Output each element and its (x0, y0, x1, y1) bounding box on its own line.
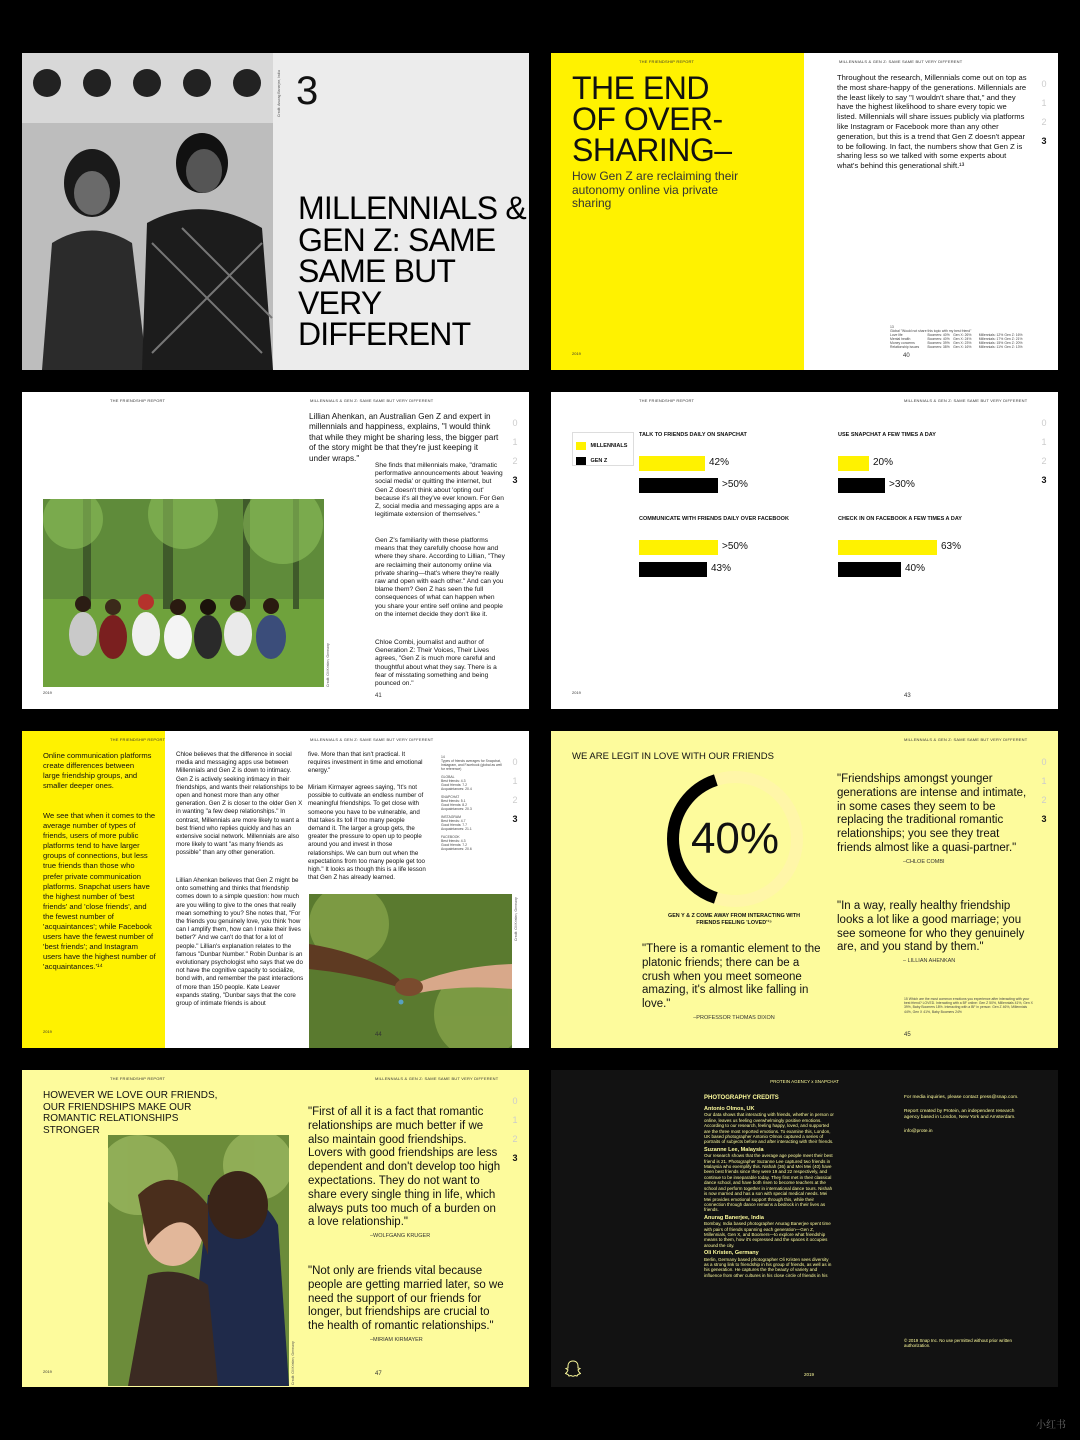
page-number: 47 (375, 1371, 382, 1377)
year: 2019 (572, 690, 581, 695)
column-1b: Lillian Ahenkan believes that Gen Z might be onto something and thinks that friendship comes down to a simple question: how much are you willing to give to the ones that really mean something to you? She notes that, "For the friends you genuinely love, you think 'how can I amplify them, how can I make their lives better?' And we can't do that for a lot of people." Lillian's explanation relates to the famous "Dunbar Number." Robin Dunbar is an evolutionary psychologist who says that we do not have the cognitive capacity to socialize, bond with, and remember the past interactions of more than 150 people. Kate Leaver expands stating, "Dunbar says that the core group of intimate friends is about (176, 877, 304, 1008)
spread-back-cover-credits (551, 1070, 1058, 1387)
legend-item-millennials: MILLENNIALS (576, 437, 627, 455)
credits-title: PHOTOGRAPHY CREDITS (704, 1095, 779, 1101)
running-head-left: THE FRIENDSHIP REPORT (639, 59, 695, 64)
bar-gen-z (838, 562, 901, 577)
photo-couple-embrace (108, 1135, 289, 1386)
section-heading: HOWEVER WE LOVE OUR FRIENDS, OUR FRIENDSHIPS MAKE OUR ROMANTIC RELATIONSHIPS STRONGER (43, 1090, 218, 1136)
intro-paragraph: Lillian Ahenkan, an Australian Gen Z and expert in millennials and happiness, explains, "I would think that while they might be sharing less, the bigger part of the story might be that they're just keeping it under wraps." (309, 412, 499, 463)
footnote-block: SNAPCHAT Best friends: 5.1 Good friends: 8.2 Acquaintances: 20.3 (441, 795, 472, 811)
subhead: How Gen Z are reclaiming their autonomy online via private sharing (572, 169, 739, 210)
chapter-number: 3 (296, 69, 319, 113)
paragraph-3: Chloe Combi, journalist and author of Generation Z: Their Voices, Their Lives agrees, "Gen Z is much more careful and thoughtful about what they say. There is a fear of misstating something and being pounced on." (375, 639, 497, 688)
section-ticks: 0 1 2 3 (512, 418, 518, 485)
column-2a: five. More than that isn't practical. It requires investment in time and emotional energy." (308, 751, 423, 775)
sidebar-lead: Online communication platforms create differences between large friendship groups, and smaller deeper ones. (43, 751, 152, 791)
chart-legend (572, 432, 634, 466)
donut-value: 40% (690, 814, 780, 863)
running-head-left: THE FRIENDSHIP REPORT (110, 398, 166, 403)
media-inquiries: For media inquiries, please contact press@snap.com. (904, 1095, 1019, 1100)
credit-text-olmos: Our data shows that interacting with friends, whether in person or online, leaves us feeling overwhelmingly positive emotions. According to our research, feeling happy, loved, and supported are the three most reported emotions. To examine this, London, UK based photographer Antonio Olmos captured a series of portraits of subjects before and after interacting with their friends. (704, 1112, 834, 1145)
spread-platform-charts (551, 392, 1058, 709)
headline: THE END OF OVER-SHARING– (572, 70, 732, 168)
bar-value-label: >30% (889, 479, 915, 490)
page-number: 43 (904, 693, 911, 699)
running-head-left: THE FRIENDSHIP REPORT (110, 737, 166, 742)
year: 2019 (43, 690, 52, 695)
bar-gen-z (838, 478, 885, 493)
year: 2019 (804, 1372, 815, 1377)
footnote-lists (441, 775, 503, 851)
donut-chart-loved (665, 769, 805, 909)
page-number: 40 (903, 353, 910, 359)
running-head-right: MILLENNIALS & GEN Z: SAME SAME BUT VERY DIFFERENT (904, 737, 1028, 742)
bar-millennials (838, 540, 937, 555)
footnote-block: INSTAGRAM Best friends: 4.7 Good friends: 7.7 Acquaintances: 21.1 (441, 815, 472, 831)
footnote-row: Money concerns Boomers: 39% Gen X: 23% Millennials: 15% Gen Z: 20% (890, 341, 1023, 345)
footnote-title: Global "Would not share this topic with my best friend" (890, 329, 972, 333)
page-number: 44 (375, 1032, 382, 1038)
page-number: 41 (375, 693, 382, 699)
footnote (890, 325, 1030, 349)
quote-kirmayer: "Not only are friends vital because people are getting married later, so we need the support of our friends for longer, but friendships are crucial to the health of romantic relationships." –MIRIAM KIRMAYER (308, 1265, 504, 1343)
section-ticks: 0 1 2 3 (1041, 757, 1047, 824)
footnote-14: 14 Types of friends averages for Snapchat, Instagram, and Facebook (global as well for reference) GLOBAL Best friends: 4.3 Good friends: 7.2 Acquaintances: 20.4 SNAPCHAT Best friends: 5.1 Good friends: 8.2 Acquaintances: 20.3 INSTAGRAM Best friends: 4.7 Good friends: 7.7 Acquaintances: 21.1 FACEBOOK Best friends: 4.3 Good friends: 7.2 Acquaintances: 20.6 (441, 755, 502, 851)
copyright: © 2019 Snap Inc. No use permitted without prior written authorization. (904, 1338, 1012, 1349)
footnote-row: Love life Boomers: 40% Gen X: 26% Millennials: 12% Gen Z: 16% (890, 333, 1023, 337)
section-ticks: 0 1 2 3 (1041, 79, 1047, 146)
photo-friends-sitting-park (43, 499, 324, 687)
photo-credit: Credit: Oli Kristen, Germany (326, 643, 330, 687)
paragraph-1: She finds that millennials make, "dramatic performative announcements about 'leaving social media' or quitting the internet, but Gen Z doesn't think about 'opting out' because it's all they've ever known. For Gen Z, social media and messaging apps are a legitimate extension of themselves." (375, 462, 504, 519)
email-link[interactable]: info@prote.in (904, 1129, 933, 1134)
quote-ahenkan: "In a way, really healthy friendship looks a lot like a good marriage; you see someone for who they genuinely are, and you stand by them." – LILLIAN AHENKAN (837, 900, 1025, 965)
column-1a: Chloe believes that the difference in social media and messaging apps use between Millennials and Gen Z is down to intimacy. Gen Z is actively seeking intimacy in their friendships, and wants their relationships to be open and honest more than any other generation. Gen Z is closer to the older Gen X in wanting "a few deep relationships." In contrast, Millennials are more likely to want a best friend who replies quickly and has an extensive social network. Millennials are also more likely to want "as many friends as possible" than any other generation. (176, 751, 304, 857)
year: 2019 (43, 1029, 52, 1034)
running-head-left: THE FRIENDSHIP REPORT (110, 1076, 166, 1081)
photo-credit: Credit: Oli Kristen, Germany (291, 1341, 295, 1385)
section-ticks: 0 1 2 3 (512, 1096, 518, 1163)
credits-column (704, 1107, 834, 1278)
spread-chapter-opener (22, 53, 529, 370)
spread-romantic-relationships (22, 1070, 529, 1387)
chart-title: USE SNAPCHAT A FEW TIMES A DAY (838, 432, 936, 438)
report-credit: Report created by Protein, an independent research agency based in London, New York and Amsterdam. (904, 1109, 1016, 1120)
section-ticks: 0 1 2 3 (512, 757, 518, 824)
chart-title: COMMUNICATE WITH FRIENDS DAILY OVER FACEBOOK (639, 516, 789, 522)
photo-credit: Credit: Anurag Banerjee, India (277, 70, 281, 117)
section-ticks: 0 1 2 3 (1041, 418, 1047, 485)
running-head-right: MILLENNIALS & GEN Z: SAME SAME BUT VERY DIFFERENT (310, 737, 434, 742)
running-head-right: MILLENNIALS & GEN Z: SAME SAME BUT VERY DIFFERENT (310, 398, 434, 403)
bar-value-label: 40% (905, 563, 926, 574)
chapter-title: MILLENNIALS & GEN Z: SAME SAME BUT VERY DIFFERENT (298, 190, 526, 352)
snapchat-ghost-logo (565, 1360, 581, 1377)
spread-end-of-oversharing (551, 53, 1058, 370)
credit-name-banerjee: Anurag Banerjee, India (704, 1214, 764, 1221)
credit-name-olmos: Antonio Olmos, UK (704, 1106, 755, 1112)
bar-value-label: >50% (722, 479, 748, 490)
agency-line: PROTEIN AGENCY x SNAPCHAT (770, 1079, 839, 1084)
chart-title: CHECK IN ON FACEBOOK A FEW TIMES A DAY (838, 516, 962, 522)
bar-millennials (639, 540, 718, 555)
bar-value-label: 42% (709, 457, 730, 468)
year: 2019 (572, 351, 581, 356)
body-text: Throughout the research, Millennials come out on top as the most share-happy of the generations. Millennials are the least likely to say "I wouldn't share that," and they have the highest likelihood to share every topic we listed. Millennials will share issues publicly via platforms like Instagram or Facebook more than any other generation, but this is a trend that Gen Z doesn't appear to be following. In fact, the numbers show that Gen Z is sharing less so we talked with some experts about what's behind this generational shift.¹³ (837, 73, 1027, 171)
running-head-right: MILLENNIALS & GEN Z: SAME SAME BUT VERY DIFFERENT (904, 398, 1028, 403)
bar-value-label: 43% (711, 563, 732, 574)
credit-text-lee: Our research shows that the average age people meet their best friend is 21. Photographer Suzanne Lee captured two friends in Malaysia who exemplify this. Nishah (36) and Mei Mei (40) have been best friends since they were 19 and 22 respectively, and continue to be inseparable today. They first met in their classical dance school, and have both risen to become teachers at the school and perform together in international dance tours. Nishah is now married and has a son with special medical needs. Mei Mei provides emotional support through this, while their connection through dance remains a bedrock in their lives as friends. (704, 1153, 833, 1213)
watermark: 小红书 (1036, 1420, 1066, 1431)
footnote-block: GLOBAL Best friends: 4.3 Good friends: 7.2 Acquaintances: 20.4 (441, 775, 472, 791)
footnote-row: Mental health Boomers: 40% Gen X: 24% Millennials: 17% Gen Z: 21% (890, 337, 1023, 341)
sidebar-body: We see that when it comes to the average number of types of friends, users of more public platforms tend to have larger groups of connections, but less true friends than those who prefer private communication platforms. Snapchat users have the highest number of 'best friends' and 'close friends', and the fewest number of 'acquaintances'; while Facebook users have the fewest number of 'best friends'; and Instagram users have the highest number of 'acquaintances.'¹⁴ (43, 811, 156, 972)
bar-value-label: >50% (722, 541, 748, 552)
photo-holding-hands (309, 894, 512, 1048)
quote-dixon: "There is a romantic element to the platonic friends; there can be a crush when you meet someone amazing, it's almost like falling in love." –PROFESSOR THOMAS DIXON (642, 943, 821, 1021)
photo-two-friends-bw (22, 53, 273, 370)
credit-name-kristen: Oli Kristen, Germany (704, 1250, 759, 1257)
bar-millennials (838, 456, 869, 471)
spread-love-friends (551, 731, 1058, 1048)
page-number: 45 (904, 1032, 911, 1038)
column-2b: Miriam Kirmayer agrees saying, "It's not possible to cultivate an endless number of meaningful friendships. To get close with someone you have to be vulnerable, and that takes its toll if too many people demand it. The larger a group gets, the greater the pressure to open up to people around you and invest in those relationships. We can burn out when the expectations from too many people get too high." It looks as though this is a life lesson that Gen Z has already learned. (308, 784, 426, 882)
running-head-left: THE FRIENDSHIP REPORT (639, 398, 695, 403)
spread-intimacy (22, 731, 529, 1048)
section-heading: WE ARE LEGIT IN LOVE WITH OUR FRIENDS (572, 751, 774, 762)
bar-value-label: 20% (873, 457, 894, 468)
quote-kruger: "First of all it is a fact that romantic relationships are much better if we also maintain good friendships. Lovers with good friendships are less dependent and don't develop too high expectations. They do not want to share every single thing in life, which always puts too much of a burden on a love relationship." –WOLFGANG KRUGER (308, 1106, 501, 1240)
chart-title: TALK TO FRIENDS DAILY ON SNAPCHAT (639, 432, 747, 438)
year: 2019 (43, 1369, 52, 1374)
contact-column (904, 1095, 1024, 1135)
footnote-number: 13 (890, 325, 894, 329)
quote-combi: "Friendships amongst younger generations are intense and intimate, in some cases they seem to be replacing the traditional romantic relationships; you see they treat friends almost like a quasi-partner." –CHLOE COMBI (837, 773, 1027, 865)
bar-gen-z (639, 562, 707, 577)
spread-sharing-less (22, 392, 529, 709)
credit-text-kristen: Berlin, Germany based photographer Oli Kristen sees diversity as a strong link to friendship in his group of friends, as well as in his generation. He captures the the beauty of variety and influence from other cultures in his close circle of friends in his (704, 1256, 832, 1278)
bar-value-label: 63% (941, 541, 962, 552)
footnote-row: Relationship issues Boomers: 38% Gen X: 16% Millennials: 11% Gen Z: 13% (890, 345, 1023, 349)
running-head-right: MILLENNIALS & GEN Z: SAME SAME BUT VERY DIFFERENT (375, 1076, 499, 1081)
legend-item-gen-z: GEN Z (576, 452, 607, 470)
credit-text-banerjee: Bombay, India based photographer Anurag Banerjee spent time with pairs of friends spanning each generation—Gen Z, Millennials, Gen X, and Boomers—to explore what friendship means to them, how it's expressed and the spaces it occupies around the city. (704, 1221, 831, 1248)
footnote-15: 15 Which are the most common emotions you experience after interacting with your best friend? LOVED. Interacting with a BF online: Gen Z 50%, Millennials 41%, Gen X 39%, Baby Boomers 18%. Interacting with a BF in person: Gen Z 46%, Millennials 44%, Gen X 41%, Baby Boomers 24% (904, 997, 1033, 1014)
running-head-right: MILLENNIALS & GEN Z: SAME SAME BUT VERY DIFFERENT (839, 59, 963, 64)
footnote-table (890, 333, 1030, 349)
donut-caption: GEN Y & Z COME AWAY FROM INTERACTING WITH FRIENDS FEELING 'LOVED'¹⁵ (668, 913, 800, 926)
paragraph-2: Gen Z's familiarity with these platforms means that they carefully choose how and where they share. According to Lillian, "They are reclaiming their autonomy online via private sharing—that's where they're really raw and open with each other." And can you blame them? Gen Z has seen the full consequences of what can happen when you share your entire self online and people on the internet decide they don't like it. (375, 537, 505, 618)
photo-credit: Credit: Oli Kristen, Germany (514, 897, 518, 941)
credit-name-lee: Suzanne Lee, Malaysia (704, 1146, 764, 1153)
bar-gen-z (639, 478, 718, 493)
footnote-block: FACEBOOK Best friends: 4.3 Good friends: 7.2 Acquaintances: 20.6 (441, 835, 472, 851)
bar-millennials (639, 456, 705, 471)
